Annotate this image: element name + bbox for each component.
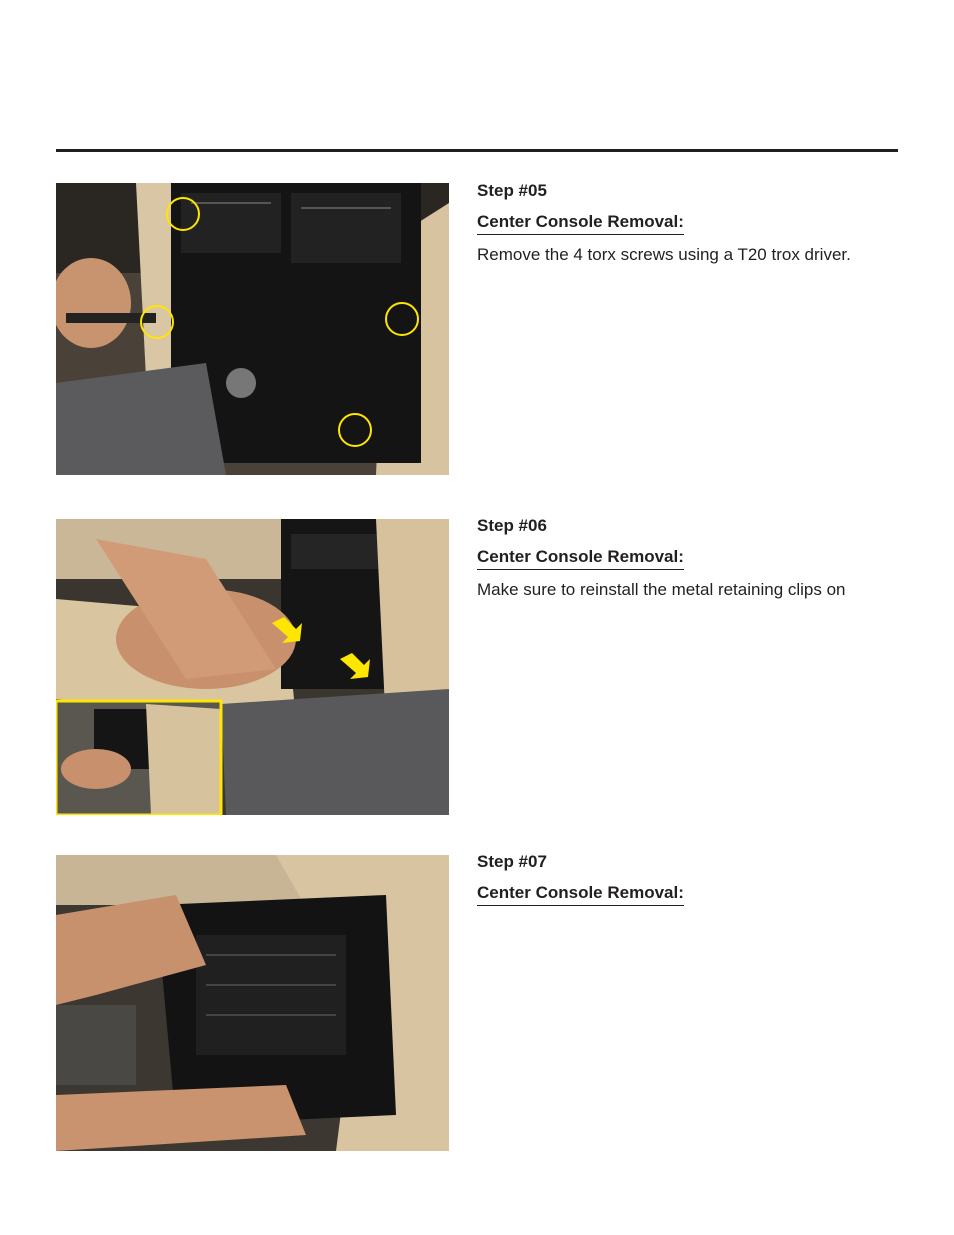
step-title: Step #07	[477, 852, 547, 871]
step-title: Step #05	[477, 181, 547, 200]
step-title: Step #06	[477, 516, 547, 535]
step-heading: Center Console Removal:	[477, 212, 684, 235]
photo-step-06	[56, 519, 449, 815]
step-06	[477, 516, 898, 601]
step-text: Make sure to reinstall the metal retaining clips on	[477, 580, 846, 599]
step-05	[477, 181, 898, 266]
photo-step-05	[56, 183, 449, 475]
header-rule	[56, 149, 898, 152]
step-heading: Center Console Removal:	[477, 547, 684, 570]
step-07	[477, 852, 898, 915]
step-text: Remove the 4 torx screws using a T20 trox driver.	[477, 245, 851, 264]
photo-step-07	[56, 855, 449, 1151]
step-heading: Center Console Removal:	[477, 883, 684, 906]
